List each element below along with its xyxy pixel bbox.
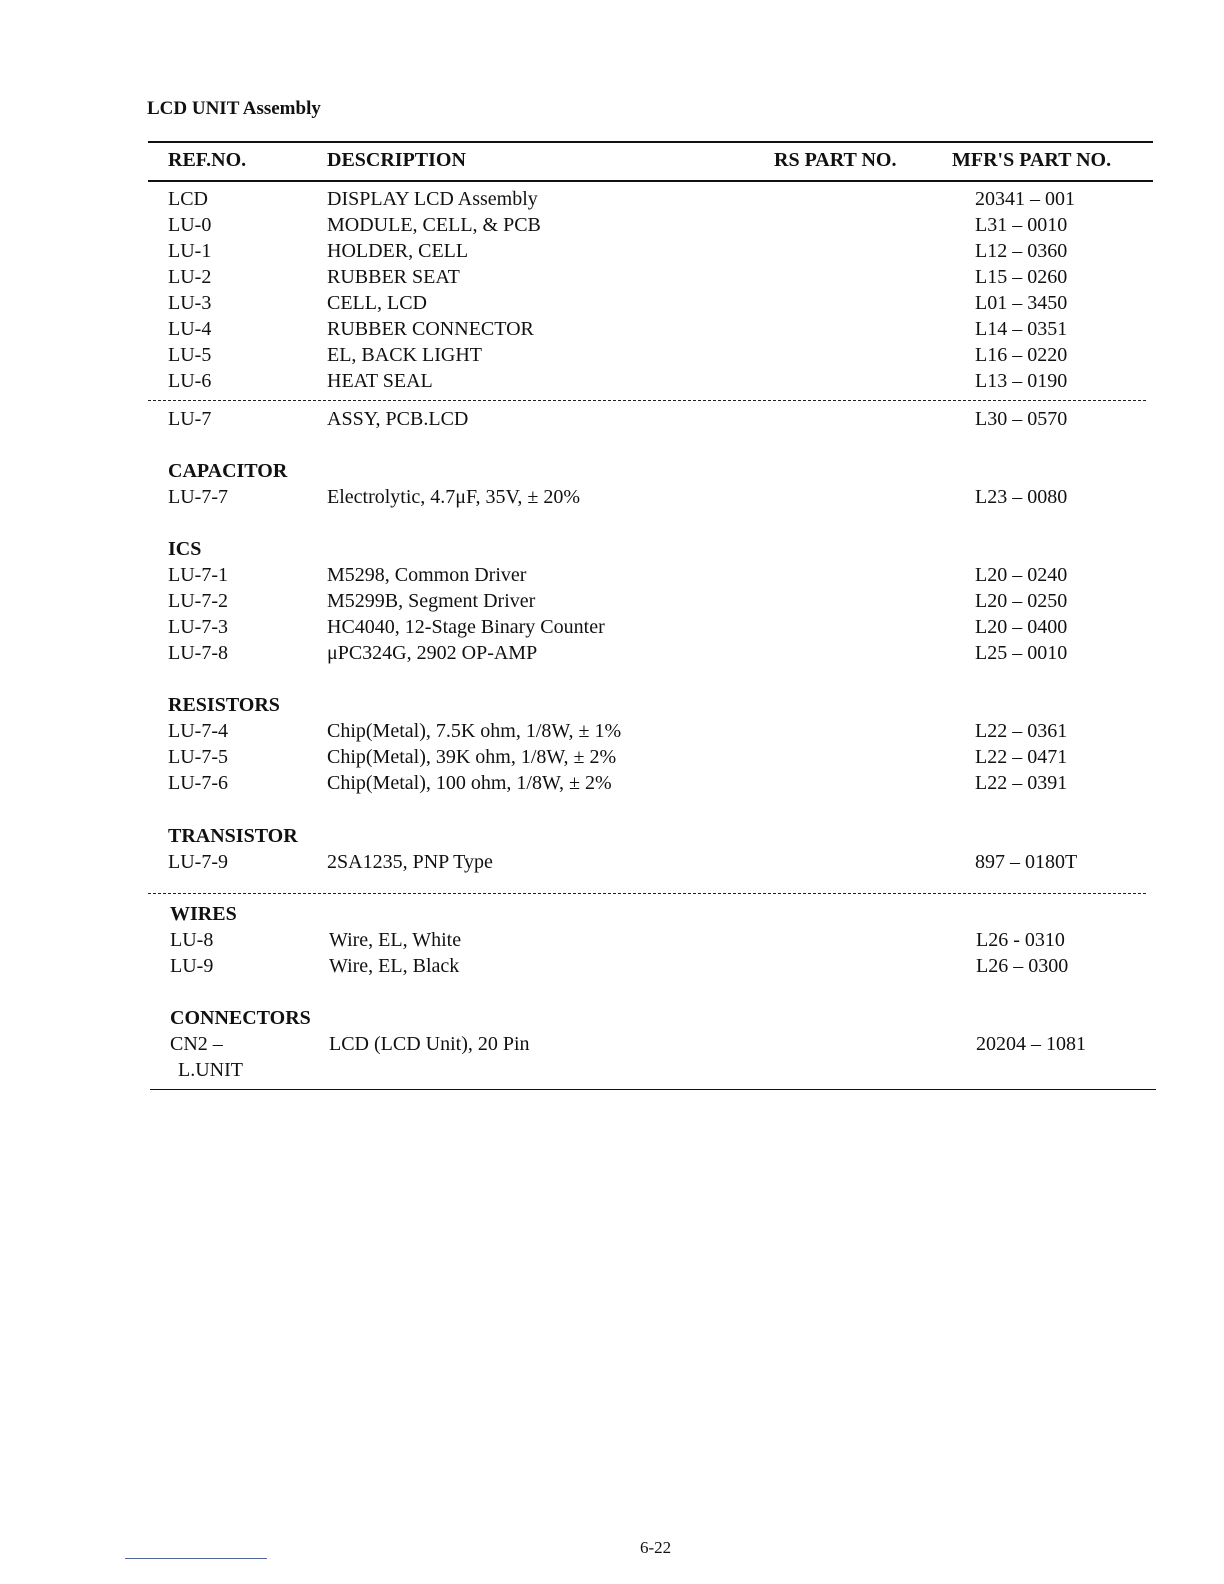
ref-cell: LU-6: [168, 370, 212, 392]
header-top-rule: [148, 141, 1153, 143]
description-cell: RUBBER SEAT: [327, 266, 460, 288]
mfr-part-cell: L26 – 0300: [976, 955, 1069, 977]
description-cell: RUBBER CONNECTOR: [327, 318, 534, 340]
ref-cell: LU-7-5: [168, 746, 228, 768]
section-heading-resistors: RESISTORS: [168, 694, 280, 716]
page-number: 6-22: [640, 1538, 672, 1557]
ref-cell: LU-7-7: [168, 486, 228, 508]
mfr-part-cell: L01 – 3450: [975, 292, 1068, 314]
description-cell: M5299B, Segment Driver: [327, 590, 536, 612]
ref-cell: LU-2: [168, 266, 212, 288]
mfr-part-cell: L22 – 0471: [975, 746, 1068, 768]
description-cell: EL, BACK LIGHT: [327, 344, 482, 366]
mfr-part-cell: 20341 – 001: [975, 188, 1075, 210]
description-cell: Electrolytic, 4.7μF, 35V, ± 20%: [327, 486, 581, 508]
section-heading-ics: ICS: [168, 538, 202, 560]
description-cell: HC4040, 12-Stage Binary Counter: [327, 616, 605, 638]
ref-cell: LU-5: [168, 344, 212, 366]
ref-cell: LU-1: [168, 240, 212, 262]
footer-line: [125, 1558, 267, 1559]
description-cell: Wire, EL, White: [329, 929, 462, 951]
description-cell: Chip(Metal), 7.5K ohm, 1/8W, ± 1%: [327, 720, 622, 742]
description-cell: μPC324G, 2902 OP-AMP: [327, 642, 538, 664]
section-heading-capacitor: CAPACITOR: [168, 460, 288, 482]
ref-cell: LU-8: [170, 929, 214, 951]
mfr-part-cell: L12 – 0360: [975, 240, 1068, 262]
description-cell: HOLDER, CELL: [327, 240, 469, 262]
dashed-separator: [148, 893, 1146, 894]
mfr-part-cell: L26 - 0310: [976, 929, 1065, 951]
mfr-part-cell: 20204 – 1081: [976, 1033, 1086, 1055]
header-bottom-rule: [148, 180, 1153, 182]
ref-cell: LU-7: [168, 408, 212, 430]
mfr-part-cell: L20 – 0400: [975, 616, 1068, 638]
mfr-part-cell: L25 – 0010: [975, 642, 1068, 664]
ref-cell-continuation: L.UNIT: [178, 1059, 243, 1081]
mfr-part-cell: L13 – 0190: [975, 370, 1068, 392]
mfr-part-cell: L16 – 0220: [975, 344, 1068, 366]
ref-cell: LU-7-2: [168, 590, 228, 612]
ref-cell: LU-7-3: [168, 616, 228, 638]
description-cell: MODULE, CELL, & PCB: [327, 214, 541, 236]
mfr-part-cell: 897 – 0180T: [975, 851, 1078, 873]
mfr-part-cell: L31 – 0010: [975, 214, 1068, 236]
ref-cell: LU-7-1: [168, 564, 228, 586]
header-ref: REF.NO.: [168, 149, 247, 171]
description-cell: M5298, Common Driver: [327, 564, 527, 586]
description-cell: 2SA1235, PNP Type: [327, 851, 493, 873]
ref-cell: LCD: [168, 188, 208, 210]
dashed-separator: [148, 400, 1146, 401]
table-bottom-rule: [150, 1089, 1156, 1090]
ref-cell: LU-3: [168, 292, 212, 314]
page-title: LCD UNIT Assembly: [147, 98, 321, 119]
description-cell: DISPLAY LCD Assembly: [327, 188, 538, 210]
mfr-part-cell: L20 – 0240: [975, 564, 1068, 586]
ref-cell: LU-7-9: [168, 851, 228, 873]
ref-cell: LU-0: [168, 214, 212, 236]
description-cell: ASSY, PCB.LCD: [327, 408, 469, 430]
description-cell: Chip(Metal), 100 ohm, 1/8W, ± 2%: [327, 772, 612, 794]
header-rs-part-no: RS PART NO.: [774, 149, 897, 171]
header-mfr-part-no: MFR'S PART NO.: [952, 149, 1112, 171]
description-cell: Chip(Metal), 39K ohm, 1/8W, ± 2%: [327, 746, 617, 768]
mfr-part-cell: L22 – 0361: [975, 720, 1068, 742]
section-heading-wires: WIRES: [170, 903, 237, 925]
description-cell: LCD (LCD Unit), 20 Pin: [329, 1033, 530, 1055]
ref-cell: CN2 –: [170, 1033, 223, 1055]
ref-cell: LU-7-8: [168, 642, 228, 664]
section-heading-connectors: CONNECTORS: [170, 1007, 311, 1029]
section-heading-transistor: TRANSISTOR: [168, 825, 298, 847]
mfr-part-cell: L23 – 0080: [975, 486, 1068, 508]
mfr-part-cell: L22 – 0391: [975, 772, 1068, 794]
description-cell: Wire, EL, Black: [329, 955, 460, 977]
mfr-part-cell: L20 – 0250: [975, 590, 1068, 612]
header-description: DESCRIPTION: [327, 149, 466, 171]
ref-cell: LU-7-4: [168, 720, 228, 742]
ref-cell: LU-9: [170, 955, 214, 977]
mfr-part-cell: L15 – 0260: [975, 266, 1068, 288]
description-cell: CELL, LCD: [327, 292, 427, 314]
mfr-part-cell: L30 – 0570: [975, 408, 1068, 430]
mfr-part-cell: L14 – 0351: [975, 318, 1068, 340]
description-cell: HEAT SEAL: [327, 370, 433, 392]
ref-cell: LU-7-6: [168, 772, 228, 794]
ref-cell: LU-4: [168, 318, 212, 340]
